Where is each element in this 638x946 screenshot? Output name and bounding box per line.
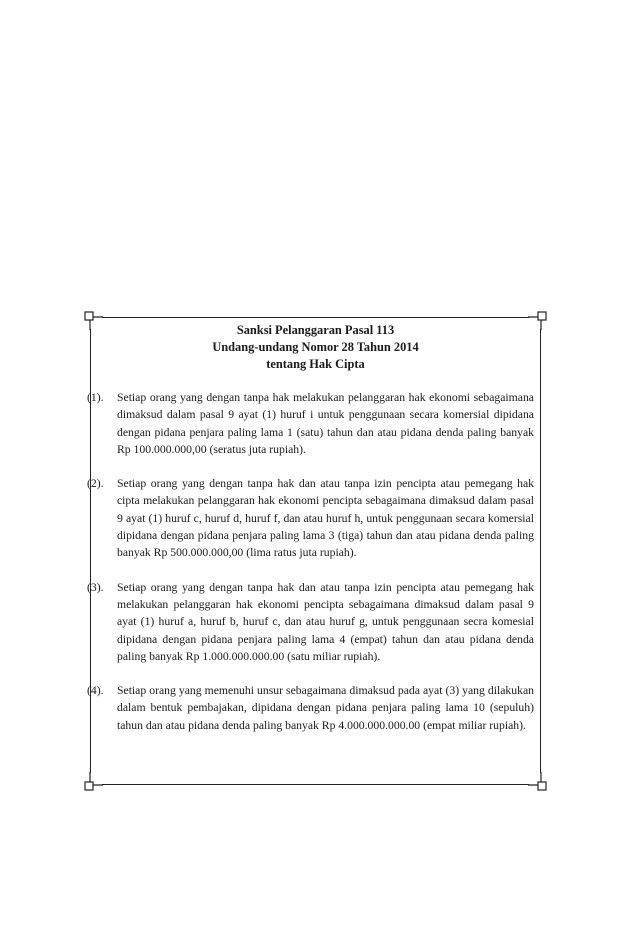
sanction-item-4	[87, 682, 541, 734]
sanction-list	[87, 389, 541, 734]
item-text: Setiap orang yang dengan tanpa hak dan atau tanpa izin pencipta atau pemegang hak cipta melakukan pelanggaran hak ekonomi pencipta sebagaimana dimaksud dalam pasal 9 ayat (1) huruf c, huruf d, huruf f, dan atau huruf h, untuk penggunaan secara komersial dipidana dengan pidana penjara paling lama 3 (tiga) tahun dan atau pidana denda paling banyak Rp 500.000.000,00 (lima ratus juta rupiah).	[117, 477, 534, 560]
item-number: (4).	[87, 684, 104, 698]
item-number: (1).	[87, 391, 104, 404]
heading-line-1: Sanksi Pelanggaran Pasal 113	[236, 323, 395, 337]
notice-heading	[90, 322, 541, 373]
corner-ornament-bottom-right	[527, 771, 547, 791]
item-text: Setiap orang yang memenuhi unsur sebagaimana dimaksud pada ayat (3) yang dilakukan dalam bentuk pembajakan, dipidana dengan pidana penjara paling lama 10 (sepuluh) tahun dan atau pidana denda paling banyak Rp 4.000.000.000.00 (empat miliar rupiah).	[117, 684, 534, 732]
item-number: (2).	[87, 477, 104, 491]
corner-ornament-bottom-left	[84, 771, 104, 791]
sanction-notice	[87, 322, 541, 751]
heading-line-2: Undang-undang Nomor 28 Tahun 2014	[212, 340, 419, 354]
heading-line-3: tentang Hak Cipta	[266, 357, 365, 371]
sanction-item-3	[87, 579, 541, 665]
item-number: (3).	[87, 580, 104, 594]
border-bottom	[102, 784, 529, 785]
sanction-item-2	[87, 475, 541, 561]
border-top	[102, 317, 529, 318]
item-text: Setiap orang yang dengan tanpa hak melakukan pelanggaran hak ekonomi sebagaimana dimaksud dalam pasal 9 ayat (1) huruf i untuk penggunaan secara komersial dipidana dengan pidana penjara paling lama 1 (satu) tahun dan atau pidana denda paling banyak Rp 100.000.000,00 (seratus juta rupiah).	[117, 391, 534, 456]
item-text: Setiap orang yang dengan tanpa hak dan atau tanpa izin pencipta atau pemegang hak melakukan pelanggaran hak ekonomi pencipta sebagaimana dimaksud dalam pasal 9 ayat (1) huruf a, huruf b, huruf c, dan atau huruf g, untuk penggunaan secra komesial dipidana dengan pidana penjara paling lama 4 (empat) tahun dan atau pidana denda paling banyak Rp 1.000.000.000.00 (satu miliar rupiah).	[117, 580, 534, 663]
sanction-item-1	[87, 389, 541, 458]
